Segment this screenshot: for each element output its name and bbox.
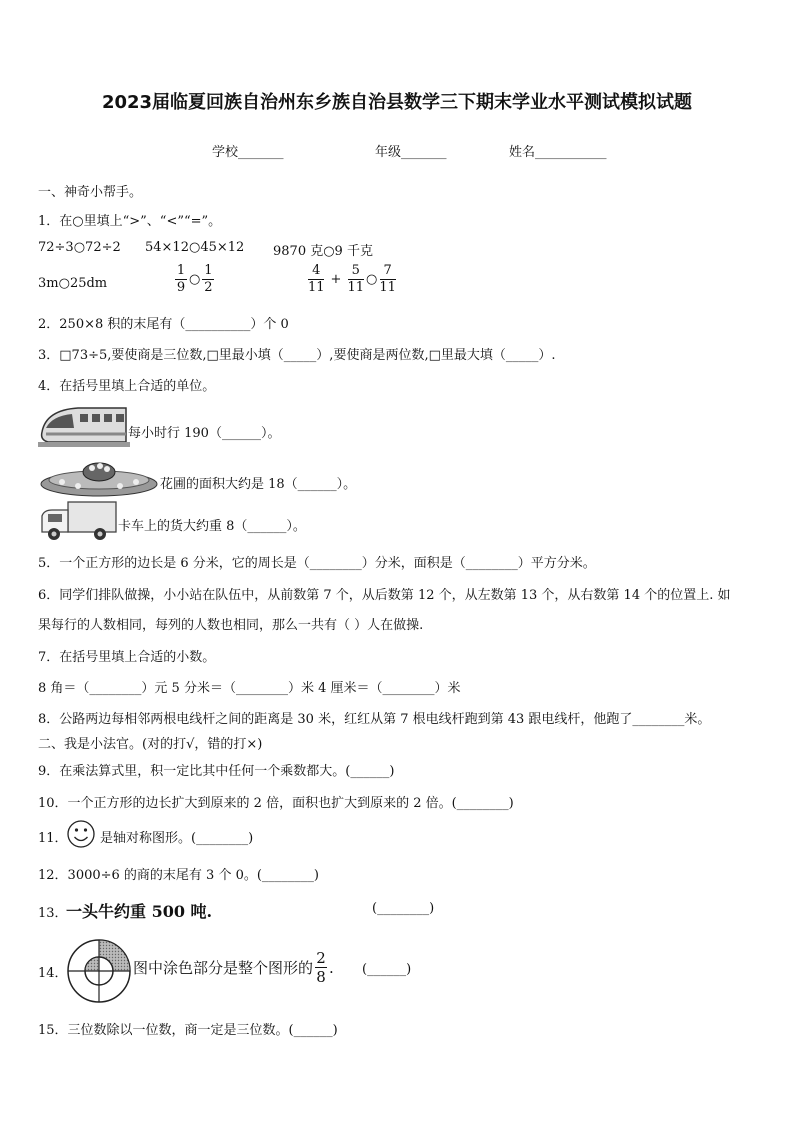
question-14-number: 14． xyxy=(38,966,68,981)
question-15: 15．三位数除以一位数，商一定是三位数。(______) xyxy=(38,1023,338,1038)
q4-train-text: 每小时行 190（______）。 xyxy=(128,426,281,441)
question-3: 3．□73÷5,要使商是三位数,□里最小填（_____）,要使商是两位数,□里最大填（_____）. xyxy=(38,348,556,363)
question-7-stem: 7．在括号里填上合适的小数。 xyxy=(38,650,216,665)
fraction-7-11: $\frac{7}{11}$ xyxy=(379,263,396,295)
plus-sign: + xyxy=(330,272,342,287)
question-5: 5．一个正方形的边长是 6 分米，它的周长是（________）分米，面积是（________）平方分米。 xyxy=(38,556,596,571)
q1-item-5 xyxy=(175,264,214,295)
question-2: 2．250×8 积的末尾有（__________）个 0 xyxy=(38,317,289,332)
question-6-line-1: 6．同学们排队做操，小小站在队伍中，从前数第 7 个，从后数第 12 个，从左数第 13 个，从右数第 14 个的位置上. 如 xyxy=(38,588,731,603)
grade-label: 年级 xyxy=(375,145,402,160)
school-field xyxy=(212,141,284,160)
question-14-text: 图中涂色部分是整个图形的 xyxy=(133,959,314,977)
fraction-1-2: $\frac{1}{2}$ xyxy=(204,263,213,295)
question-9: 9．在乘法算式里，积一定比其中任何一个乘数都大。(______) xyxy=(38,764,395,779)
question-8: 8．公路两边每相邻两根电线杆之间的距离是 30 米，红红从第 7 根电线杆跑到第 43 跟电线杆，他跑了________米。 xyxy=(38,712,711,727)
school-blank[interactable]: _______ xyxy=(238,145,284,160)
q4-truck-text: 卡车上的货大约重 8（______）。 xyxy=(118,519,306,534)
question-11-number: 11． xyxy=(38,831,68,846)
question-11-text: 是轴对称图形。(________) xyxy=(100,831,254,846)
q1-item-4: 3m○25dm xyxy=(38,276,108,291)
fraction-4-11: $\frac{4}{11}$ xyxy=(308,263,325,295)
section-1-heading: 一、神奇小帮手。 xyxy=(38,185,143,200)
question-10: 10．一个正方形的边长扩大到原来的 2 倍，面积也扩大到原来的 2 倍。(________) xyxy=(38,796,514,811)
question-14-blank[interactable]: (______) xyxy=(362,962,412,977)
question-14-text-group xyxy=(133,950,334,985)
question-6-line-2: 果每行的人数相同，每列的人数也相同，那么一共有（ ）人在做操. xyxy=(38,618,424,633)
question-4-stem: 4．在括号里填上合适的单位。 xyxy=(38,379,216,394)
q1-item-1: 72÷3○72÷2 xyxy=(38,240,121,255)
fraction-2-8: $\frac{2}{8}$ xyxy=(316,949,326,986)
name-label: 姓名 xyxy=(509,145,536,160)
fraction-5-11: $\frac{5}{11}$ xyxy=(347,263,364,295)
compare-circle[interactable]: ○ xyxy=(189,272,201,287)
q1-item-2: 54×12○45×12 xyxy=(145,240,245,255)
shaded-circle-icon xyxy=(66,938,132,1004)
question-7-row: 8 角＝（________）元 5 分米＝（________）米 4 厘米＝（________）米 xyxy=(38,681,461,696)
grade-field xyxy=(375,141,447,160)
question-13-number: 13． xyxy=(38,906,68,921)
flower-bed-icon xyxy=(38,458,160,498)
q1-item-6 xyxy=(308,264,396,295)
q1-item-3: 9870 克○9 千克 xyxy=(273,244,373,259)
page-title: 2023届临夏回族自治州东乡族自治县数学三下期末学业水平测试模拟试题 xyxy=(101,92,693,113)
question-1-stem: 1．在○里填上“>”、“<”“=”。 xyxy=(38,214,222,229)
school-label: 学校 xyxy=(212,145,239,160)
name-field xyxy=(509,141,607,160)
name-blank[interactable]: ___________ xyxy=(535,145,607,160)
fraction-1-9: $\frac{1}{9}$ xyxy=(176,263,186,295)
train-icon xyxy=(38,402,130,450)
question-12: 12．3000÷6 的商的末尾有 3 个 0。(________) xyxy=(38,868,320,883)
question-14-period: . xyxy=(329,958,334,977)
question-13-text: 一头牛约重 500 吨. xyxy=(66,902,213,921)
question-13-blank[interactable]: (________) xyxy=(372,901,435,916)
section-2-heading: 二、我是小法官。(对的打√，错的打×) xyxy=(38,737,263,752)
compare-circle[interactable]: ○ xyxy=(366,272,378,287)
grade-blank[interactable]: _______ xyxy=(401,145,447,160)
smiley-icon xyxy=(66,819,96,849)
q4-garden-text: 花圃的面积大约是 18（______）。 xyxy=(160,477,357,492)
truck-icon xyxy=(38,500,118,542)
